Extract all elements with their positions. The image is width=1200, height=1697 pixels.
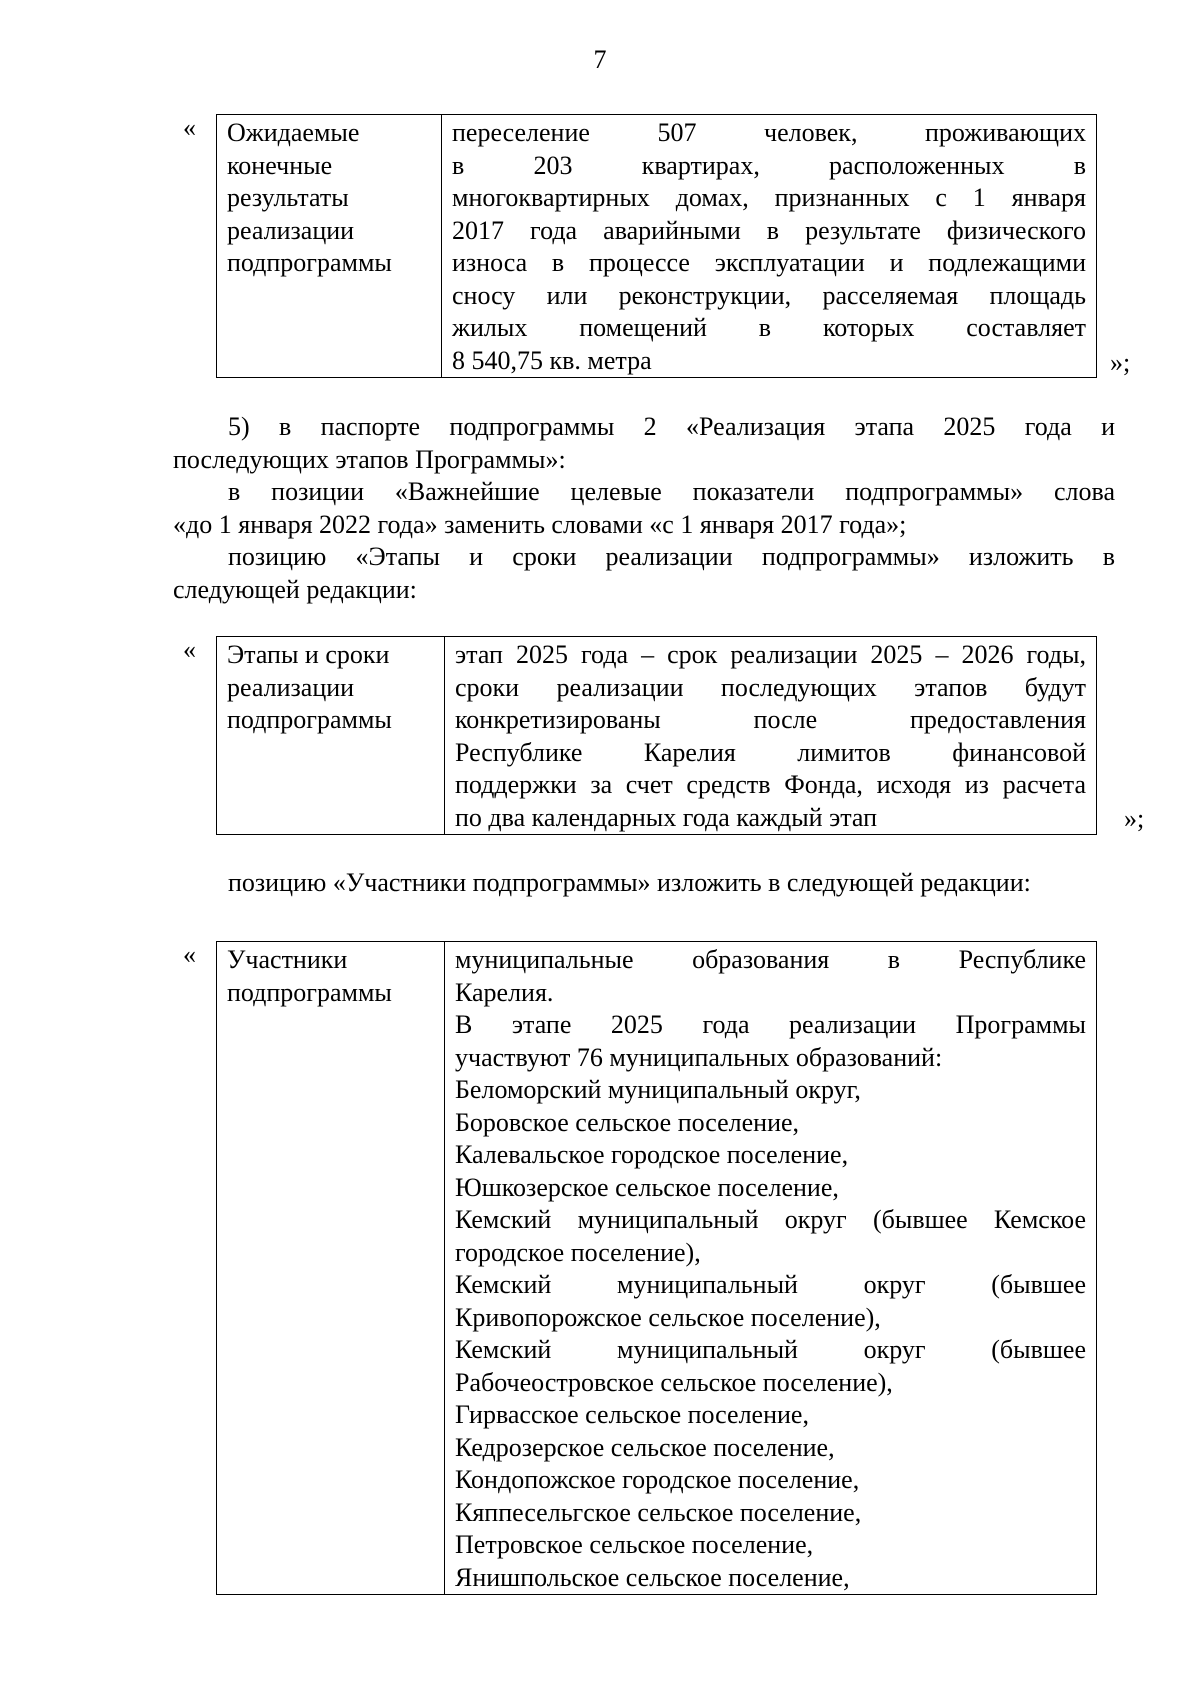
content-line: Кондопожское городское поселение, <box>455 1465 860 1494</box>
label-line: Ожидаемые <box>227 118 360 147</box>
paragraph-line: в позиции «Важнейшие целевые показатели подпрограммы» слова <box>228 477 1115 506</box>
label-line: подпрограммы <box>227 977 392 1007</box>
paragraph-line: 5) в паспорте подпрограммы 2 «Реализация этапа 2025 года и <box>228 412 1115 441</box>
paragraph-stages-terms <box>173 541 1115 606</box>
label-line: реализации <box>227 215 355 245</box>
paragraph-item-5 <box>173 411 1115 476</box>
content-line: Калевальское городское поселение, <box>455 1140 849 1169</box>
content-line: Боровское сельское поселение, <box>455 1107 800 1137</box>
paragraph-line: позицию «Этапы и сроки реализации подпрограммы» изложить в <box>228 542 1115 571</box>
table-row-content <box>442 115 1097 378</box>
paragraph-line: позицию «Участники подпрограммы» изложить в следующей редакции: <box>228 868 1031 897</box>
content-line: поддержки за счет средств Фонда, исходя из расчета <box>455 770 1086 799</box>
content-line: Республике Карелия лимитов финансовой <box>455 737 1086 767</box>
content-line: Кривопорожское сельское поселение), <box>455 1302 881 1332</box>
content-line: в 203 квартирах, расположенных в <box>452 150 1086 180</box>
content-line: Гирвасское сельское поселение, <box>455 1400 809 1429</box>
content-line: Рабочеостровское сельское поселение), <box>455 1367 893 1397</box>
content-line: Беломорский муниципальный округ, <box>455 1075 861 1104</box>
opening-quote: « <box>183 113 196 142</box>
paragraph-line: следующей редакции: <box>173 574 417 604</box>
paragraph-participants <box>228 867 1128 900</box>
content-line: конкретизированы после предоставления <box>455 705 1086 734</box>
content-line: жилых помещений в которых составляет <box>452 313 1086 342</box>
content-line: многоквартирных домах, признанных с 1 января <box>452 183 1086 212</box>
label-line: реализации <box>227 672 355 702</box>
closing-quote: »; <box>1110 348 1131 377</box>
table-row-label <box>217 637 445 835</box>
closing-quote: »; <box>1124 804 1145 833</box>
content-line: Юшкозерское сельское поселение, <box>455 1172 839 1202</box>
content-line: муниципальные образования в Республике <box>455 945 1086 974</box>
passport-table-expected-results <box>216 114 1097 378</box>
paragraph-line: «до 1 января 2022 года» заменить словами «с 1 января 2017 года»; <box>173 509 907 539</box>
passport-table-stages <box>216 636 1097 835</box>
content-line: сносу или реконструкции, расселяемая площадь <box>452 280 1086 310</box>
paragraph-line: последующих этапов Программы»: <box>173 444 566 474</box>
content-line: по два календарных года каждый этап <box>455 802 878 832</box>
label-line: конечные <box>227 150 333 180</box>
label-line: Участники <box>227 945 348 974</box>
content-line: этап 2025 года – срок реализации 2025 – 2026 годы, <box>455 640 1086 669</box>
content-line: переселение 507 человек, проживающих <box>452 118 1086 147</box>
content-line: городское поселение), <box>455 1237 701 1267</box>
content-line: износа в процессе эксплуатации и подлежащими <box>452 248 1086 277</box>
table-row-content <box>445 942 1097 1595</box>
content-line: Кедрозерское сельское поселение, <box>455 1432 835 1462</box>
content-line: 2017 года аварийными в результате физического <box>452 215 1086 245</box>
content-line: 8 540,75 кв. метра <box>452 345 652 375</box>
opening-quote: « <box>183 635 196 664</box>
content-line: В этапе 2025 года реализации Программы <box>455 1010 1086 1039</box>
label-line: Этапы и сроки <box>227 640 390 669</box>
table-row-label <box>217 942 445 1595</box>
content-line: Карелия. <box>455 977 554 1007</box>
opening-quote: « <box>183 940 196 969</box>
content-line: Кемский муниципальный округ (бывшее Кемское <box>455 1205 1086 1234</box>
table-row-content <box>445 637 1097 835</box>
label-line: подпрограммы <box>227 248 392 277</box>
content-line: Петровское сельское поселение, <box>455 1530 814 1559</box>
content-line: Кемский муниципальный округ (бывшее <box>455 1335 1086 1364</box>
label-line: подпрограммы <box>227 705 392 734</box>
content-line: участвуют 76 муниципальных образований: <box>455 1042 943 1072</box>
passport-table-participants <box>216 941 1097 1595</box>
table-row-label <box>217 115 442 378</box>
content-line: Кемский муниципальный округ (бывшее <box>455 1270 1086 1299</box>
page-number: 7 <box>593 45 607 74</box>
paragraph-target-indicators <box>173 476 1115 541</box>
label-line: результаты <box>227 183 349 212</box>
content-line: Кяппесельгское сельское поселение, <box>455 1497 862 1527</box>
content-line: сроки реализации последующих этапов будут <box>455 672 1086 702</box>
content-line: Янишпольское сельское поселение, <box>455 1562 850 1592</box>
